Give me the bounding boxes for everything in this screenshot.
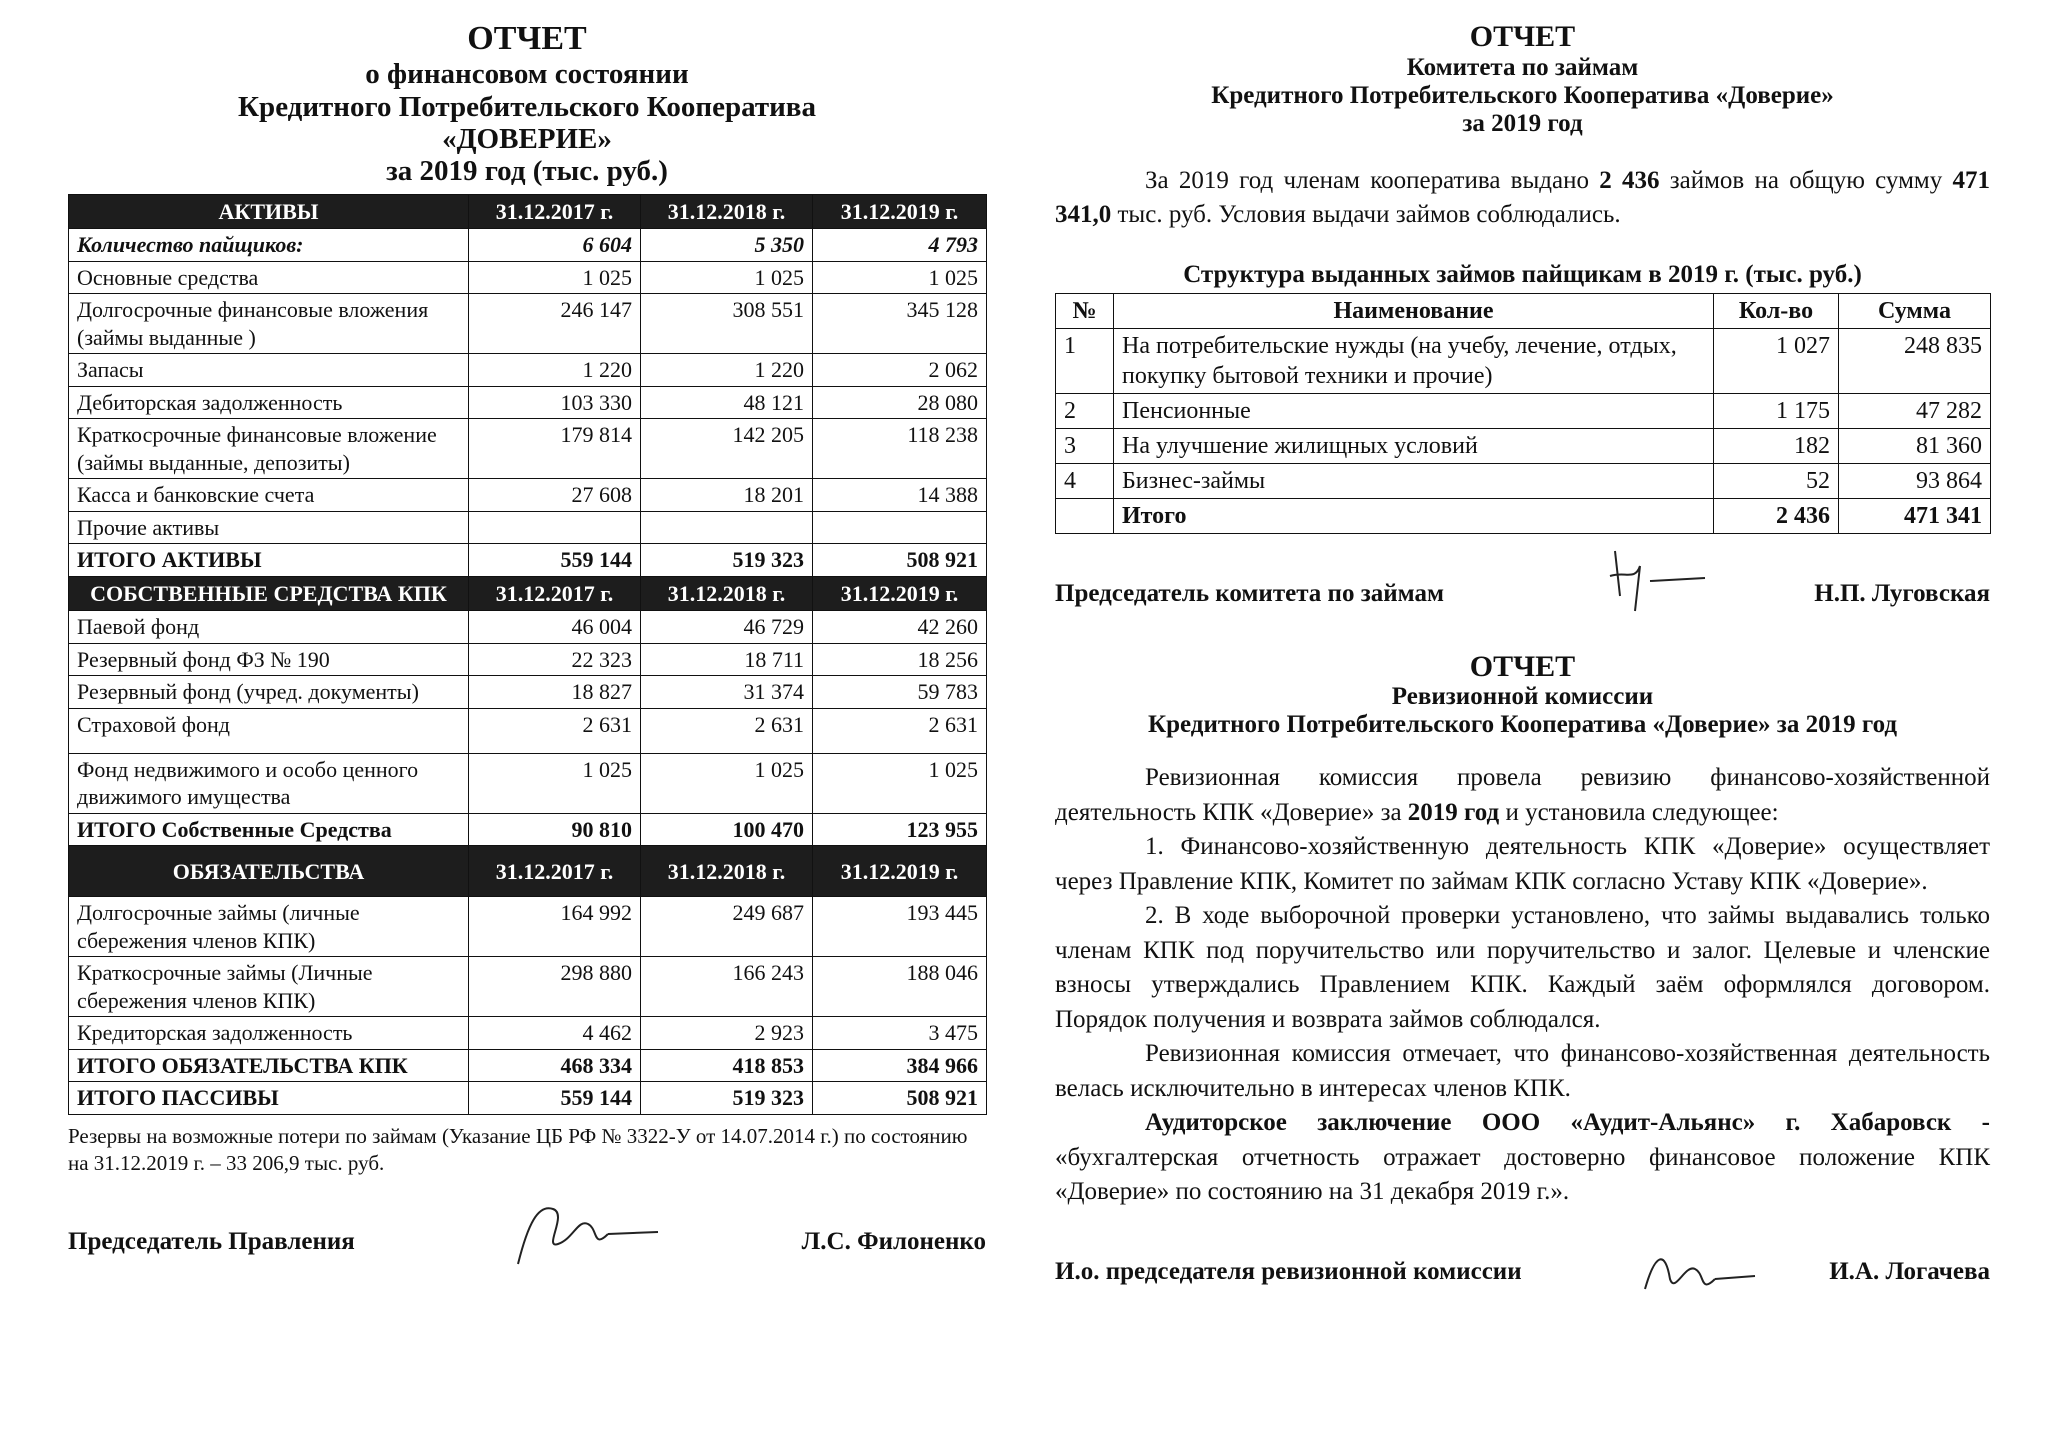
- text: займов на общую сумму: [1659, 166, 1953, 194]
- table-row: [69, 479, 987, 512]
- assets-header-row: [69, 194, 987, 229]
- date-header: 31.12.2019 г.: [813, 846, 987, 897]
- total-row: [1056, 498, 1991, 533]
- cell-value: 471 341: [1839, 498, 1991, 533]
- row-label: Бизнес-займы: [1114, 463, 1714, 498]
- signer-name: Л.С. Филоненко: [801, 1227, 986, 1255]
- cell-value: [469, 511, 641, 544]
- column-header: Сумма: [1839, 293, 1991, 328]
- cell-value: 519 323: [641, 544, 813, 577]
- row-label: ИТОГО ПАССИВЫ: [69, 1082, 469, 1115]
- text: Ревизионная комиссия провела ревизию финансово-хозяйственной деятельность КПК «Доверие» за: [1055, 764, 1990, 826]
- date-header: 31.12.2018 г.: [641, 576, 813, 611]
- cell-value: 4 462: [469, 1017, 641, 1050]
- cell-value: 46 004: [469, 611, 641, 644]
- text: тыс. руб. Условия выдачи займов соблюдались.: [1111, 201, 1621, 229]
- cell-value: 1 025: [469, 753, 641, 813]
- row-label: Паевой фонд: [69, 611, 469, 644]
- cell-value: 1 025: [641, 261, 813, 294]
- row-label: Резервный фонд ФЗ № 190: [69, 643, 469, 676]
- signer-name: И.А. Логачева: [1829, 1257, 1990, 1285]
- cell-value: 1 025: [813, 261, 987, 294]
- row-label: Дебиторская задолженность: [69, 386, 469, 419]
- cell-value: [813, 511, 987, 544]
- row-label: Резервный фонд (учред. документы): [69, 676, 469, 709]
- cell-value: 1 027: [1714, 328, 1839, 393]
- cell-value: 18 201: [641, 479, 813, 512]
- table-row: [1056, 328, 1991, 393]
- row-label: Кредиторская задолженность: [69, 1017, 469, 1050]
- row-number: 1: [1056, 328, 1114, 393]
- cell-value: 46 729: [641, 611, 813, 644]
- cell-value: 2 436: [1714, 498, 1839, 533]
- row-label: На улучшение жилищных условий: [1114, 428, 1714, 463]
- date-header: 31.12.2017 г.: [469, 576, 641, 611]
- loans-sum: 471 341,0: [1055, 166, 1990, 229]
- cell-value: 2 631: [469, 708, 641, 753]
- table-header-row: [1056, 293, 1991, 328]
- cell-value: 418 853: [641, 1049, 813, 1082]
- assets-header: АКТИВЫ: [69, 194, 469, 229]
- audit-paragraph: [1055, 761, 1990, 830]
- cell-value: 118 238: [813, 419, 987, 479]
- cell-value: 519 323: [641, 1082, 813, 1115]
- empty-cell: [1056, 498, 1114, 533]
- audit-report-title: [1055, 650, 1990, 740]
- column-header: №: [1056, 293, 1114, 328]
- row-label: Прочие активы: [69, 511, 469, 544]
- cell-value: 193 445: [813, 897, 987, 957]
- cell-value: 2 062: [813, 354, 987, 387]
- cell-value: 6 604: [469, 229, 641, 262]
- total-row: [69, 813, 987, 846]
- table-row: [69, 957, 987, 1017]
- equity-header-row: [69, 576, 987, 611]
- cell-value: 3 475: [813, 1017, 987, 1050]
- title-line: ОТЧЕТ: [1469, 649, 1576, 683]
- cell-value: 47 282: [1839, 393, 1991, 428]
- table-row: [69, 897, 987, 957]
- cell-value: 1 025: [813, 753, 987, 813]
- total-row: [69, 544, 987, 577]
- cell-value: 164 992: [469, 897, 641, 957]
- title-line: за 2019 год (тыс. руб.): [386, 155, 668, 188]
- cell-value: [641, 511, 813, 544]
- title-line: за 2019 год: [1462, 109, 1583, 137]
- cell-value: 59 783: [813, 676, 987, 709]
- loans-signature-line: [1055, 556, 1990, 626]
- cell-value: 14 388: [813, 479, 987, 512]
- cell-value: 90 810: [469, 813, 641, 846]
- table-row: [69, 511, 987, 544]
- cell-value: 308 551: [641, 294, 813, 354]
- cell-value: 2 923: [641, 1017, 813, 1050]
- cell-value: 42 260: [813, 611, 987, 644]
- audit-paragraph: 1. Финансово-хозяйственную деятельность КПК «Доверие» осуществляет через Правление КПК, Комитет по займам КПК согласно Уставу КПК «Доверие».: [1055, 833, 1990, 895]
- table-row: [1056, 463, 1991, 498]
- table-row: [69, 261, 987, 294]
- cell-value: 100 470: [641, 813, 813, 846]
- signer-name: Н.П. Луговская: [1814, 579, 1990, 607]
- date-header: 31.12.2019 г.: [813, 576, 987, 611]
- cell-value: 179 814: [469, 419, 641, 479]
- cell-value: 4 793: [813, 229, 987, 262]
- cell-value: 1 220: [641, 354, 813, 387]
- cell-value: 559 144: [469, 544, 641, 577]
- title-line: ОТЧЕТ: [467, 20, 587, 57]
- text: «бухгалтерская отчетность отражает достоверно финансовое положение КПК «Доверие» по состоянию на 31 декабря 2019 г.».: [1055, 1143, 1990, 1206]
- table-row: [69, 676, 987, 709]
- cell-value: 249 687: [641, 897, 813, 957]
- audit-signature-line: [1055, 1234, 1990, 1304]
- signer-role: И.о. председателя ревизионной комиссии: [1055, 1257, 1522, 1285]
- row-label: Касса и банковские счета: [69, 479, 469, 512]
- board-signature-line: [68, 1204, 986, 1274]
- row-label: Краткосрочные займы (Личные сбережения членов КПК): [69, 957, 469, 1017]
- total-row: [69, 1082, 987, 1115]
- signature-icon: [498, 1194, 668, 1274]
- title-line: «ДОВЕРИЕ»: [442, 123, 612, 156]
- cell-value: 1 025: [641, 753, 813, 813]
- date-header: 31.12.2018 г.: [641, 194, 813, 229]
- cell-value: 559 144: [469, 1082, 641, 1115]
- row-label: Итого: [1114, 498, 1714, 533]
- cell-value: 384 966: [813, 1049, 987, 1082]
- loans-report-title: [1055, 20, 1990, 138]
- cell-value: 1 175: [1714, 393, 1839, 428]
- date-header: 31.12.2019 г.: [813, 194, 987, 229]
- audit-paragraph: [1055, 1106, 1990, 1210]
- title-line: о финансовом состоянии: [365, 58, 689, 91]
- cell-value: 28 080: [813, 386, 987, 419]
- loans-structure-table: [1055, 293, 1991, 534]
- signature-icon: [1595, 536, 1725, 626]
- cell-value: 508 921: [813, 544, 987, 577]
- title-line: Кредитного Потребительского Кооператива: [238, 90, 816, 123]
- reserves-note: Резервы на возможные потери по займам (Указание ЦБ РФ № 3322-У от 14.07.2014 г.) по состоянию на 31.12.2019 г. – 33 206,9 тыс. руб.: [68, 1123, 968, 1176]
- financial-report: [68, 20, 986, 1274]
- year-text: 2019 год: [1407, 798, 1500, 826]
- title-line: Кредитного Потребительского Кооператива «Доверие»: [1211, 81, 1834, 109]
- cell-value: 52: [1714, 463, 1839, 498]
- row-label: Страховой фонд: [69, 708, 469, 753]
- row-label: Запасы: [69, 354, 469, 387]
- cell-value: 18 256: [813, 643, 987, 676]
- total-row: [69, 1049, 987, 1082]
- row-number: 2: [1056, 393, 1114, 428]
- loans-summary: [1055, 164, 1990, 233]
- cell-value: 298 880: [469, 957, 641, 1017]
- date-header: 31.12.2017 г.: [469, 846, 641, 897]
- row-label: На потребительские нужды (на учебу, лечение, отдых, покупку бытовой техники и прочие): [1114, 328, 1714, 393]
- cell-value: 246 147: [469, 294, 641, 354]
- signer-role: Председатель комитета по займам: [1055, 579, 1445, 607]
- table-row: [69, 611, 987, 644]
- cell-value: 468 334: [469, 1049, 641, 1082]
- row-label: Долгосрочные финансовые вложения (займы выданные ): [69, 294, 469, 354]
- cell-value: 123 955: [813, 813, 987, 846]
- cell-value: 5 350: [641, 229, 813, 262]
- table-row: [69, 753, 987, 813]
- cell-value: 2 631: [641, 708, 813, 753]
- cell-value: 188 046: [813, 957, 987, 1017]
- audit-paragraph: 2. В ходе выборочной проверки установлено, что займы выдавались только членам КПК под поручительство или поручительство и залог. Целевые и членские взносы утверждались Правлением КПК. Каждый заём оформлялся договором. Порядок получения и возврата займов соблюдался.: [1055, 902, 1990, 1033]
- signer-role: Председатель Правления: [68, 1227, 355, 1255]
- row-number: 4: [1056, 463, 1114, 498]
- table-row: [69, 354, 987, 387]
- row-label: ИТОГО ОБЯЗАТЕЛЬСТВА КПК: [69, 1049, 469, 1082]
- side-reports: [1055, 20, 1990, 1304]
- auditor-conclusion-title: Аудиторское заключение ООО «Аудит-Альянс» г. Хабаровск -: [1145, 1109, 1990, 1137]
- title-line: Комитета по займам: [1406, 53, 1639, 81]
- cell-value: 27 608: [469, 479, 641, 512]
- loans-table-title: Структура выданных займов пайщикам в 2019 г. (тыс. руб.): [1183, 260, 1862, 288]
- table-row: [69, 294, 987, 354]
- cell-value: 1 025: [469, 261, 641, 294]
- cell-value: 103 330: [469, 386, 641, 419]
- row-label: ИТОГО Собственные Средства: [69, 813, 469, 846]
- cell-value: 508 921: [813, 1082, 987, 1115]
- cell-value: 2 631: [813, 708, 987, 753]
- row-label: Краткосрочные финансовые вложение (займы выданные, депозиты): [69, 419, 469, 479]
- cell-value: 166 243: [641, 957, 813, 1017]
- table-row: [1056, 428, 1991, 463]
- cell-value: 48 121: [641, 386, 813, 419]
- cell-value: 345 128: [813, 294, 987, 354]
- title-line: ОТЧЕТ: [1469, 20, 1576, 53]
- cell-value: 81 360: [1839, 428, 1991, 463]
- cell-value: 18 711: [641, 643, 813, 676]
- equity-header: СОБСТВЕННЫЕ СРЕДСТВА КПК: [69, 576, 469, 611]
- table-row: [69, 708, 987, 753]
- cell-value: 1 220: [469, 354, 641, 387]
- row-label: Количество пайщиков:: [69, 229, 469, 262]
- financial-report-title: [68, 20, 986, 188]
- audit-paragraph: Ревизионная комиссия отмечает, что финансово-хозяйственная деятельность велась исключительно в интересах членов КПК.: [1055, 1040, 1990, 1102]
- table-row: [69, 643, 987, 676]
- cell-value: 31 374: [641, 676, 813, 709]
- date-header: 31.12.2018 г.: [641, 846, 813, 897]
- text: и установила следующее:: [1499, 798, 1779, 826]
- row-number: 3: [1056, 428, 1114, 463]
- members-row: [69, 229, 987, 262]
- cell-value: 93 864: [1839, 463, 1991, 498]
- cell-value: 182: [1714, 428, 1839, 463]
- signature-icon: [1635, 1234, 1765, 1304]
- title-line: Кредитного Потребительского Кооператива «Доверие» за 2019 год: [1148, 711, 1897, 739]
- row-label: ИТОГО АКТИВЫ: [69, 544, 469, 577]
- loans-count: 2 436: [1599, 166, 1660, 194]
- cell-value: 248 835: [1839, 328, 1991, 393]
- title-line: Ревизионной комиссии: [1391, 683, 1654, 711]
- liabilities-header-row: [69, 846, 987, 897]
- cell-value: 18 827: [469, 676, 641, 709]
- column-header: Наименование: [1114, 293, 1714, 328]
- table-row: [1056, 393, 1991, 428]
- row-label: Пенсионные: [1114, 393, 1714, 428]
- balance-table: [68, 194, 987, 1115]
- row-label: Долгосрочные займы (личные сбережения членов КПК): [69, 897, 469, 957]
- cell-value: 22 323: [469, 643, 641, 676]
- row-label: Основные средства: [69, 261, 469, 294]
- row-label: Фонд недвижимого и особо ценного движимого имущества: [69, 753, 469, 813]
- liabilities-header: ОБЯЗАТЕЛЬСТВА: [69, 846, 469, 897]
- table-row: [69, 1017, 987, 1050]
- table-row: [69, 419, 987, 479]
- date-header: 31.12.2017 г.: [469, 194, 641, 229]
- audit-body: [1055, 761, 1990, 1210]
- column-header: Кол-во: [1714, 293, 1839, 328]
- text: За 2019 год членам кооператива выдано: [1145, 166, 1600, 194]
- table-row: [69, 386, 987, 419]
- cell-value: 142 205: [641, 419, 813, 479]
